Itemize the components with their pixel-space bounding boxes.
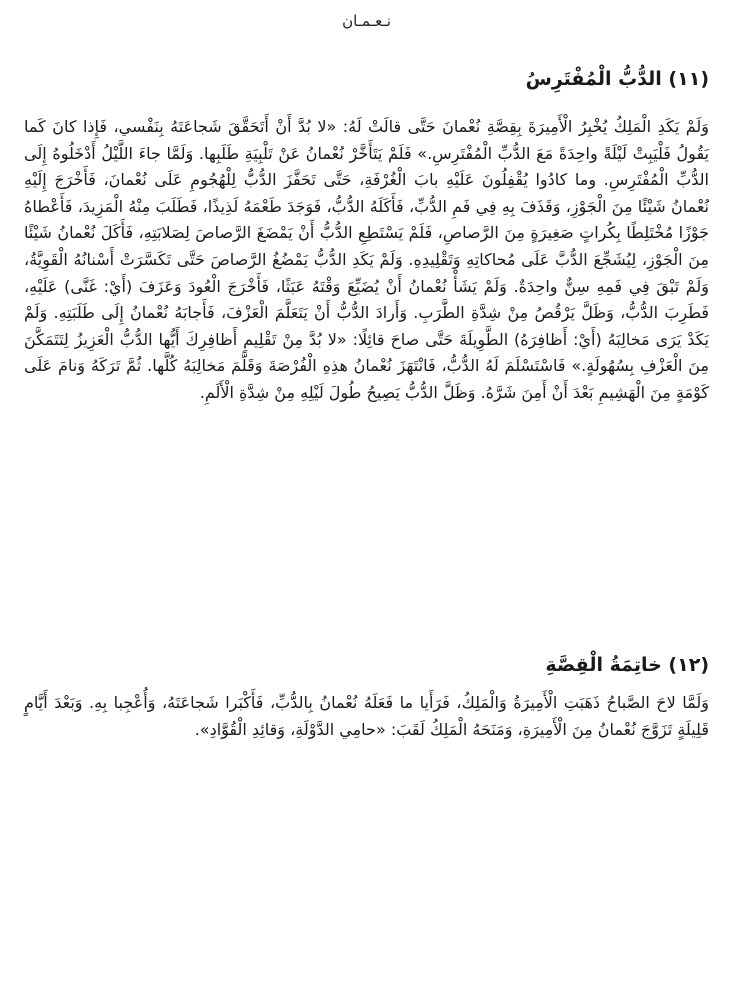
running-header: نـعـمـان bbox=[342, 12, 391, 30]
section-body-12: وَلَمَّا لاحَ الصَّباحُ ذَهَبَتِ الْأَمِيرَةُ وَالْمَلِكُ، فَرَأَيا ما فَعَلَهُ نُعْمانُ بِالدُّبِّ، فَأَكْبَرا شَجاعَتَهُ، وَأُعْجِبا بِهِ. وَبَعْدَ أَيَّامٍ قَلِيلَةٍ تَزَوَّجَ نُعْمانُ مِنَ الْأَمِيرَةِ، وَمَنَحَهُ الْمَلِكُ لَقَبَ: «حامِي الدَّوْلَةِ، وَقائِدِ الْقُوَّادِ». bbox=[24, 693, 709, 739]
section-heading-12: (١٢) خاتِمَةُ الْقِصَّةِ bbox=[545, 654, 709, 676]
section-heading-11: (١١) الدُّبُّ الْمُفْتَرِسُ bbox=[525, 68, 709, 90]
section-body-11: وَلَمْ يَكَدِ الْمَلِكُ يُخْبِرُ الْأَمِيرَةَ بِقِصَّةِ نُعْمانَ حَتَّى قالَتْ لَهُ: «لا بُدَّ أَنْ أَتَحَقَّقَ شَجاعَتَهُ بِنَفْسي، فَإِذا كانَ كَما يَقُولُ فَلْيَبِتْ لَيْلَةً واحِدَةً مَعَ الدُّبِّ الْمُفْتَرِسِ.» فَلَمْ يَتَأَخَّرْ نُعْمانُ عَنْ تَلْبِيَةِ طَلَبِها. وَلَمَّا جاءَ اللَّيْلُ أَدْخَلُوهُ إِلَى الدُّبِّ الْمُفْتَرِسِ. وما كادُوا يُقْفِلُونَ عَلَيْهِ بابَ الْغُرْفَةِ، حَتَّى تَحَفَّزَ الدُّبُّ لِلْهُجُومِ عَلَى نُعْمانَ، فَأَخْرَجَ إِلَيْهِ نُعْمانُ شَيْئًا مِنَ الْجَوْزِ، وَقَذَفَ بِهِ فِي فَمِ الدُّبِّ، فَأَكَلَهُ الدُّبُّ، فَوَجَدَ طَعْمَهُ لَذِيذًا، فَطَلَبَ مِنْهُ الْمَزِيدَ، فَأَعْطاهُ جَوْزًا مُخْتَلِطًا بِكُراتٍ صَغِيرَةٍ مِنَ الرَّصاصِ، فَلَمْ يَسْتَطِعِ الدُّبُّ أَنْ يَمْضَغَ الرَّصاصَ لِصَلابَتِهِ، فَأَكَلَ نُعْمانُ شَيْئًا مِنَ الْجَوْزِ، لِيُشَجِّعَ الدُّبَّ عَلَى مُحاكاتِهِ وَتَقْلِيدِهِ. وَلَمْ يَكَدِ الدُّبُّ يَمْضُغُ الرَّصاصَ حَتَّى تَكَسَّرَتْ أَسْنانُهُ الْقَوِيَّةُ، وَلَمْ تَبْقَ فِي فَمِهِ سِنٌّ واحِدَةٌ. وَلَمْ يَشَأْ نُعْمانُ أَنْ يُضَيِّعَ وَقْتَهُ عَبَثًا، فَأَخْرَجَ الْعُودَ وَعَزَفَ (أَيْ: غَنَّى) عَلَيْهِ، فَطَرِبَ الدُّبُّ، وَظَلَّ يَرْقُصُ مِنْ شِدَّةِ الطَّرَبِ. وَأَرادَ الدُّبُّ أَنْ يَتَعَلَّمَ الْعَزْفَ، فَأَجابَهُ نُعْمانُ إِلَى طَلَبَتِهِ. وَلَمْ يَكَدْ يَرَى مَخالِبَهُ (أَيْ: أَظافِرَهُ) الطَّوِيلَةَ حَتَّى صاحَ قائِلًا: «لا بُدَّ مِنْ تَقْلِيمِ أَظافِرِكَ أَيُّها الدُّبُّ الْعَزِيزُ لِتَتَمَكَّنَ مِنَ الْعَزْفِ بِسُهُولَةٍ.» فَاسْتَسْلَمَ لَهُ الدُّبُّ، فَانْتَهَزَ نُعْمانُ هذِهِ الْفُرْصَةَ وَقَلَّمَ مَخالِبَهُ كُلَّها. ثُمَّ تَرَكَهُ وَنامَ عَلَى كَوْمَةٍ مِنَ الْهَشِيمِ بَعْدَ أَنْ أَمِنَ شَرَّهُ. وَظَلَّ الدُّبُّ يَصِيحُ طُولَ لَيْلِهِ مِنْ شِدَّةِ الْأَلَمِ. bbox=[24, 117, 709, 402]
